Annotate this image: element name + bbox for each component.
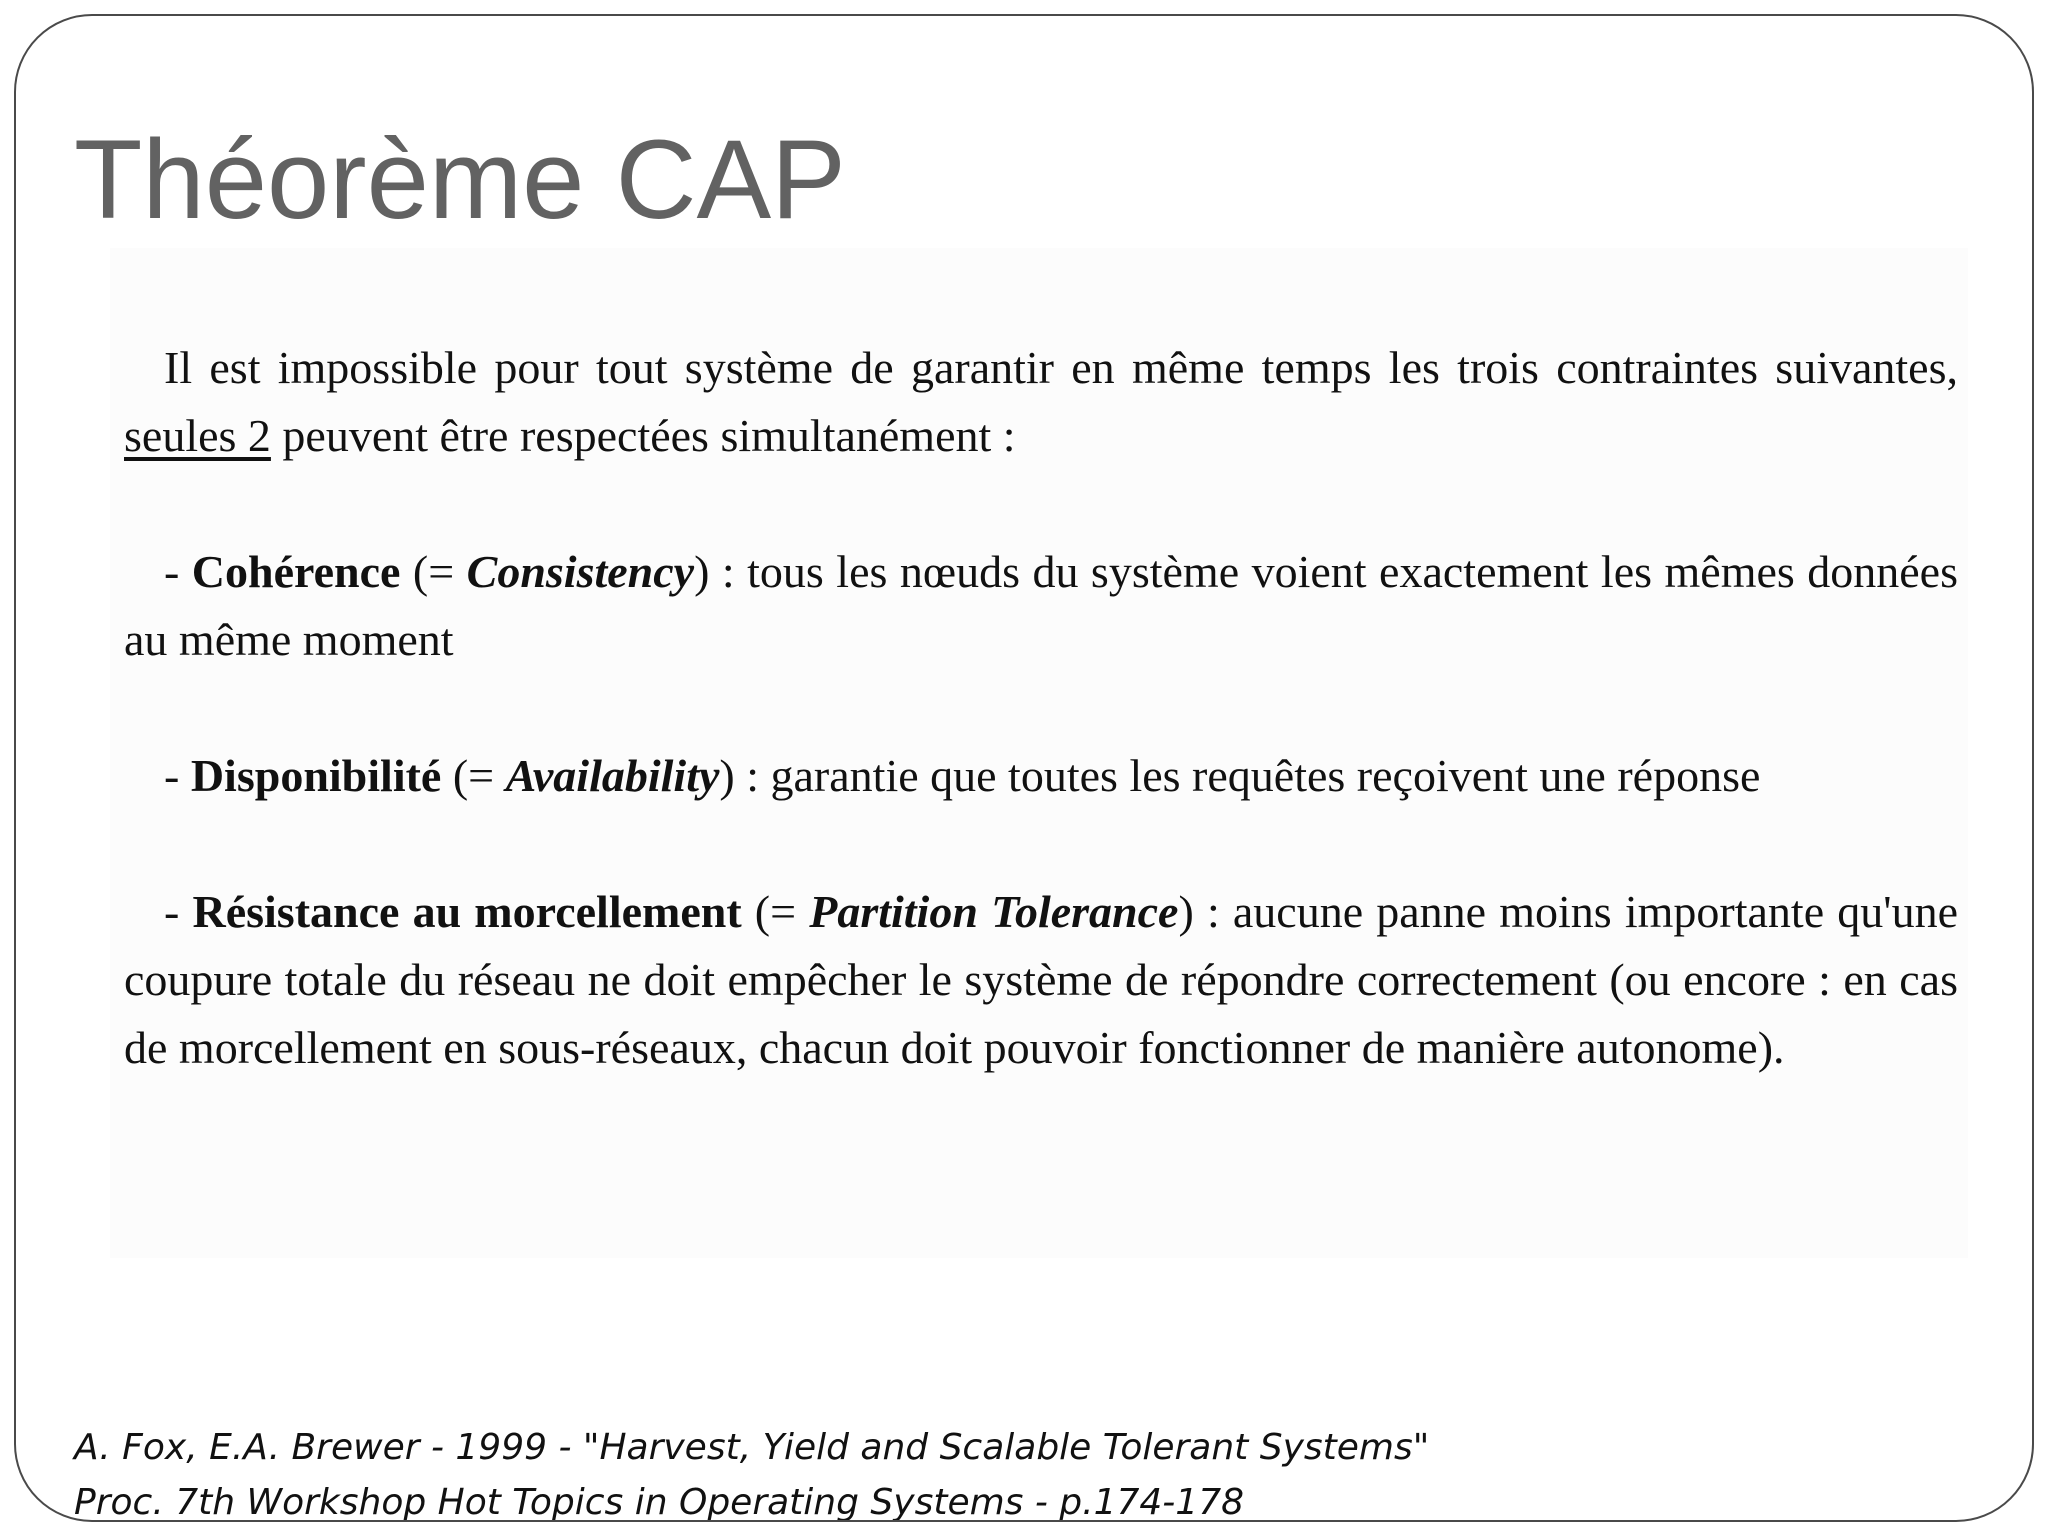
constraint-description: : garantie que toutes les requêtes reçoivent une réponse bbox=[734, 750, 1761, 801]
paren-close: ) bbox=[1178, 886, 1194, 937]
intro-text: Il est impossible pour tout système de garantir en même temps les trois contraintes suivantes, bbox=[164, 342, 1958, 393]
constraint-consistency bbox=[124, 538, 1958, 674]
constraint-term: Cohérence bbox=[191, 546, 401, 597]
bullet-dash: - bbox=[164, 886, 193, 937]
constraint-partition-tolerance bbox=[124, 878, 1958, 1082]
constraint-term: Disponibilité bbox=[190, 750, 442, 801]
paren-close: ) bbox=[719, 750, 735, 801]
reference-citation bbox=[74, 1420, 1429, 1522]
paren-open: (= bbox=[741, 886, 810, 937]
english-term: Consistency bbox=[466, 546, 695, 597]
paren-open: (= bbox=[441, 750, 506, 801]
english-term: Availability bbox=[505, 750, 720, 801]
slide-title: Théorème CAP bbox=[74, 117, 846, 242]
reference-line-1: A. Fox, E.A. Brewer - 1999 - "Harvest, Yield and Scalable Tolerant Systems" bbox=[74, 1427, 1430, 1468]
slide-content bbox=[110, 248, 1968, 1258]
bullet-dash: - bbox=[164, 750, 191, 801]
paren-close: ) bbox=[694, 546, 710, 597]
bullet-dash: - bbox=[164, 546, 192, 597]
intro-text-end: peuvent être respectées simultanément : bbox=[270, 410, 1016, 461]
constraint-availability bbox=[124, 742, 1958, 810]
paren-open: (= bbox=[400, 546, 467, 597]
intro-paragraph bbox=[124, 334, 1958, 470]
constraint-term: Résistance au morcellement bbox=[192, 886, 742, 937]
english-term: Partition Tolerance bbox=[809, 886, 1179, 937]
constraint-description: : aucune panne moins importante qu'une coupure totale du réseau ne doit empêcher le système de répondre correctement (ou encore : en cas de morcellement en sous-réseaux, chacun doit pouvoir fonctionner de manière autonome). bbox=[124, 886, 1958, 1073]
constraint-description: : tous les nœuds du système voient exactement les mêmes données au même moment bbox=[124, 546, 1958, 665]
reference-line-2: Proc. 7th Workshop Hot Topics in Operating Systems - p.174-178 bbox=[74, 1482, 1244, 1522]
slide-frame bbox=[14, 14, 2034, 1522]
body-text bbox=[124, 334, 1958, 1082]
underlined-phrase: seules 2 bbox=[124, 410, 271, 461]
